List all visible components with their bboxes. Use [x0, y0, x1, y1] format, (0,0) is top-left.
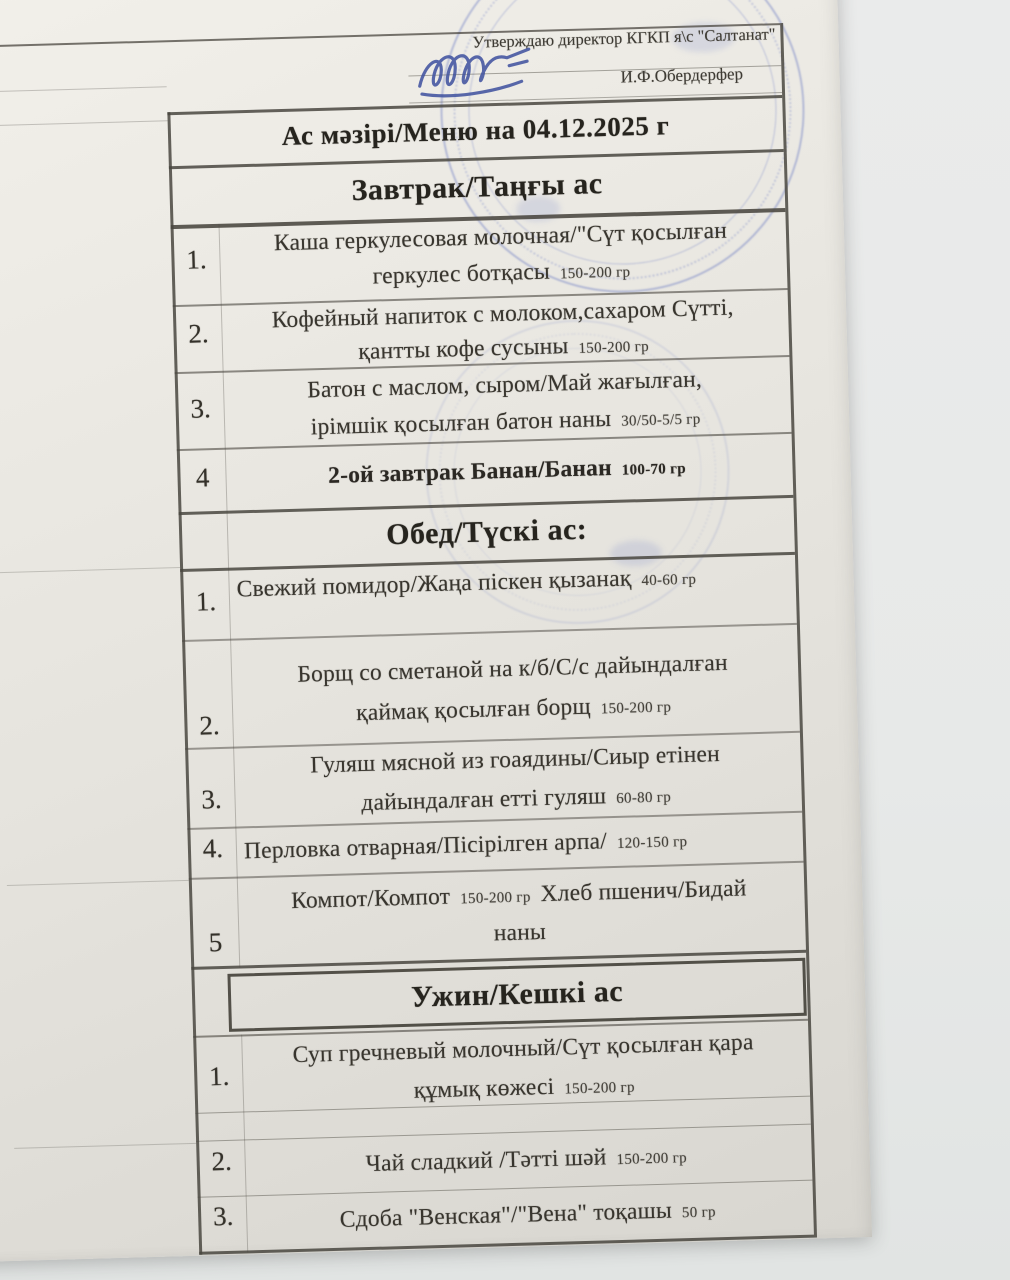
dish-text: Хлеб пшенич/Бидай [540, 875, 747, 908]
dish-line [233, 740, 796, 780]
dish-line [242, 1067, 805, 1107]
dish-text: Гуляш мясной из гоаядины/Сиыр етінен [309, 741, 721, 779]
dish-text: Батон с маслом, сыром/Май жағылған, [306, 366, 703, 404]
grid-line [0, 567, 180, 573]
portion-size: 50 гр [681, 1204, 717, 1222]
signer-name: И.Ф.Обердерфер [620, 64, 744, 87]
grid-line [14, 1143, 196, 1149]
grid-line [0, 120, 168, 126]
grid-line [0, 86, 167, 92]
dish-line [246, 1195, 809, 1235]
dish-text: Сдоба "Венская"/"Вена" тоқашы [339, 1197, 673, 1233]
director-signature-icon [409, 36, 641, 104]
dish-text: Свежий помидор/Жаңа піскен қызанақ [236, 565, 632, 603]
dish-text: 2-ой завтрак Банан/Банан [327, 455, 613, 490]
row-number: 1. [195, 586, 217, 617]
section-header-lunch: Обед/Түскі ас: [385, 512, 588, 551]
section-header-breakfast: Завтрак/Таңғы ас [351, 166, 604, 207]
dish-text: қантты кофе сусыны [357, 332, 569, 365]
dish-text: Борщ со сметаной на к/б/С/с дайындалған [297, 649, 729, 688]
menu-row-lunch-5 [189, 861, 806, 967]
dish-line [223, 365, 786, 405]
dish-text: Суп гречневый молочный/Сүт қосылған қара [292, 1029, 754, 1069]
row-number: 3. [201, 783, 223, 815]
row-number: 3. [212, 1200, 234, 1232]
portion-size: 60-80 гр [616, 789, 672, 807]
dish-line [236, 824, 799, 864]
portion-size: 150-200 гр [559, 264, 631, 282]
menu-row-lunch-2 [182, 623, 800, 748]
row-number: 1. [185, 244, 208, 275]
portion-size: 150-200 гр [460, 889, 531, 908]
dish-line [238, 913, 801, 953]
portion-size: 100-70 гр [621, 461, 687, 479]
dish-text: дайындалған етті гуляш [360, 782, 607, 816]
portion-size: 150-200 гр [578, 338, 650, 357]
dish-text: Перловка отварная/Пісірілген арпа/ [243, 827, 608, 865]
row-number: 3. [190, 393, 212, 424]
portion-size: 120-150 гр [616, 833, 688, 852]
dish-text: Кофейный напиток с молоком,сахаром Сүтті, [271, 294, 734, 334]
dish-text: құмық көжесі [413, 1073, 555, 1104]
dish-text: наны [493, 918, 547, 947]
portion-size: 30/50-5/5 гр [621, 411, 701, 430]
row-number: 4. [202, 832, 224, 864]
grid-line [7, 880, 189, 886]
portion-size: 150-200 гр [564, 1079, 635, 1098]
row-number: 1. [208, 1060, 230, 1092]
row-number: 2. [198, 710, 221, 741]
dish-text: Чай сладкий /Тәтті шәй [365, 1144, 607, 1177]
dish-line [241, 1029, 804, 1069]
dish-line [245, 1139, 808, 1179]
dish-text: ірімшік қосылған батон наны [310, 405, 612, 441]
dish-text: Каша геркулесовая молочная/"Сүт қосылған [273, 217, 728, 257]
portion-size: 150-200 гр [600, 699, 672, 718]
dish-line [232, 689, 795, 729]
row-number: 5 [208, 927, 223, 958]
portion-size: 40-60 гр [641, 571, 697, 590]
row-number: 2. [188, 318, 210, 349]
dish-line [219, 217, 782, 257]
section-header-dinner: Ужин/Кешкі ас [227, 958, 806, 1032]
menu-title: Ас мәзірі/Меню на 04.12.2025 г [281, 109, 670, 151]
dish-line [228, 562, 791, 602]
dish-text: қаймақ қосылған борщ [355, 693, 592, 726]
row-number: 4 [195, 462, 210, 493]
approval-text: Утверждаю директор КГКП я\с "Салтанат" [472, 24, 776, 52]
dish-line [225, 451, 788, 491]
dish-text: Компот/Компот [290, 883, 451, 915]
portion-size: 150-200 гр [616, 1149, 688, 1168]
row-number: 2. [211, 1145, 233, 1177]
dish-line [220, 253, 783, 293]
dish-line [231, 649, 794, 689]
dish-line [237, 875, 800, 915]
dish-text: геркулес ботқасы [372, 258, 551, 290]
